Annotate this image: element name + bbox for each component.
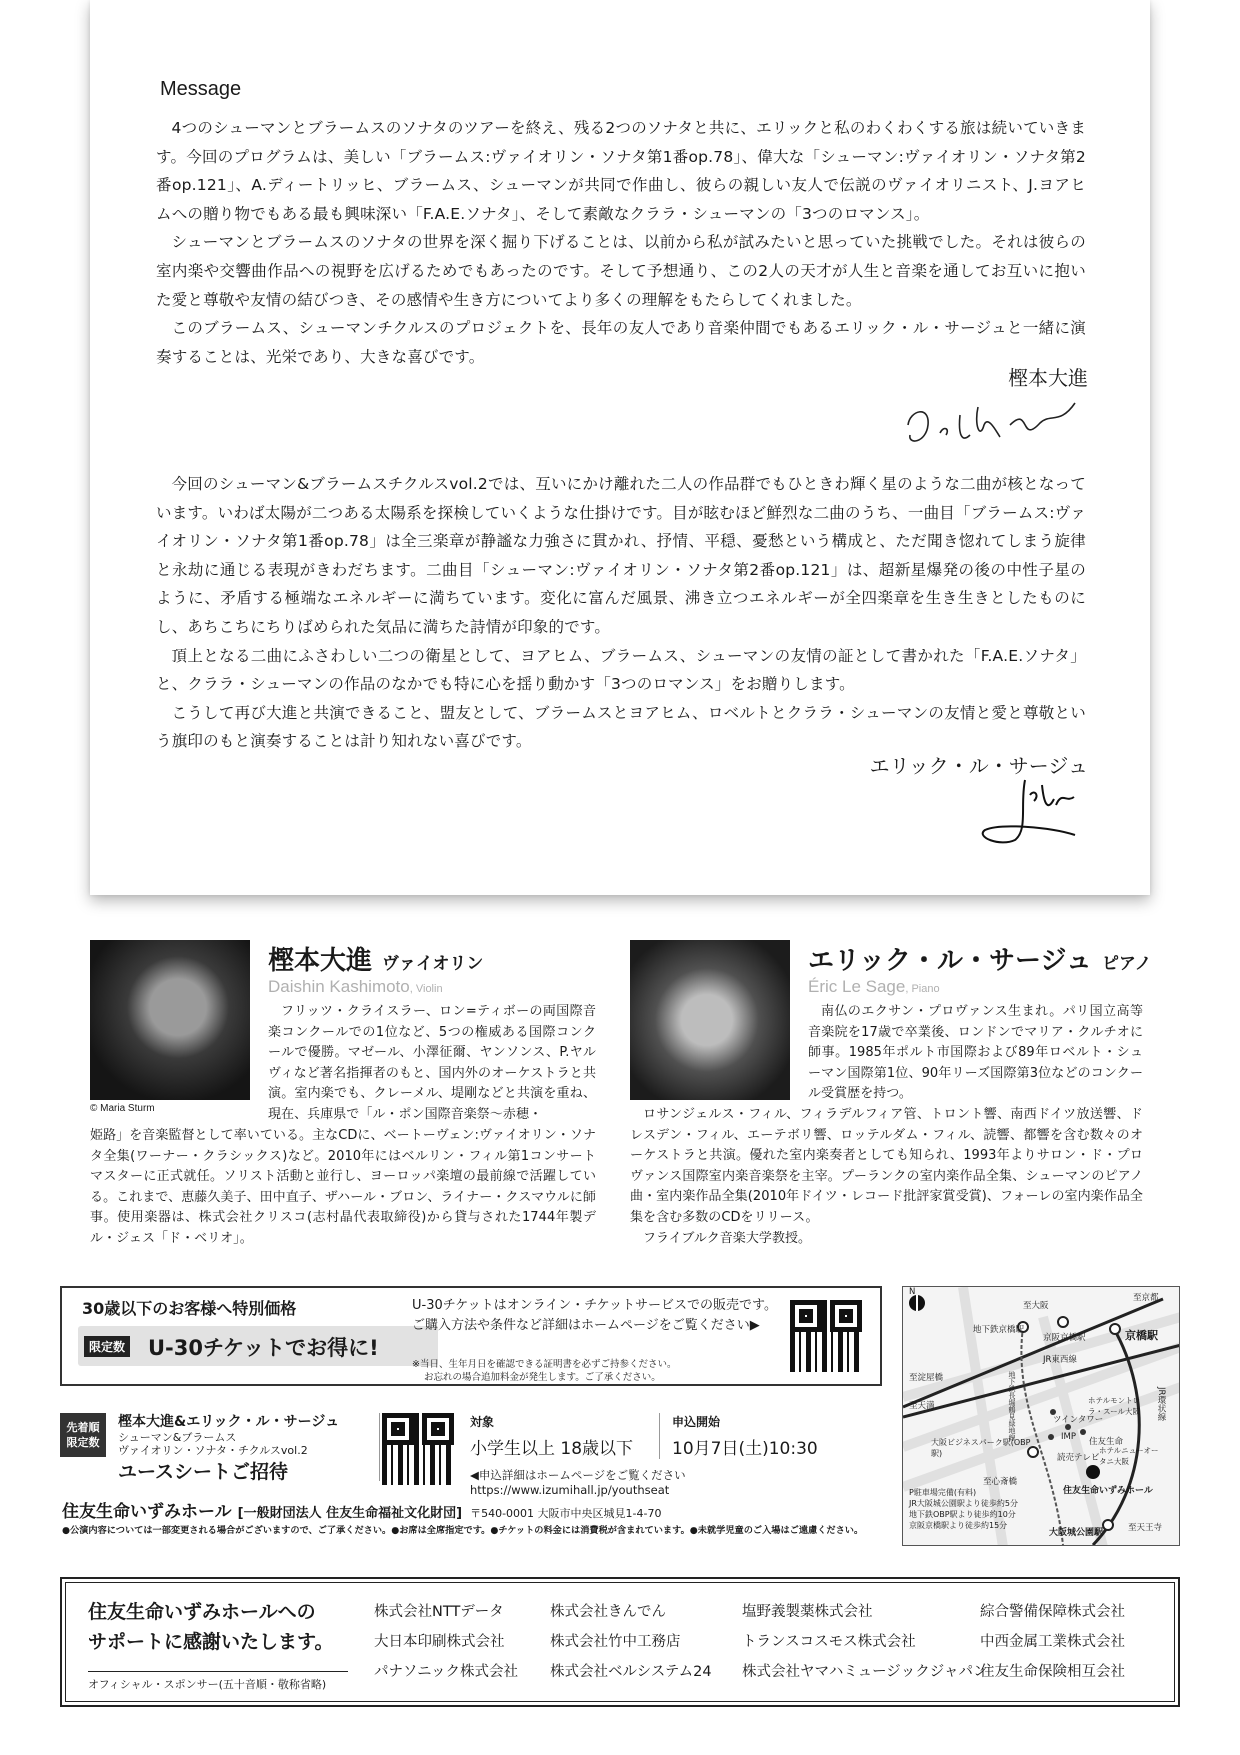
thanks-line: 住友生命いずみホールへの <box>88 1601 316 1623</box>
sponsor-item: 株式会社ヤマハミュージックジャパン <box>742 1664 988 1680</box>
paragraph: 4つのシューマンとブラームスのソナタのツアーを終え、残る2つのソナタと共に、エリックと私のわくわくする旅は続いていきます。今回のプログラムは、美しい「ブラームス:ヴァイオリン・ソナタ第1番op.78」、偉大な「シューマン:ヴァイオリン・ソナタ第2番op.121」、A.ディートリッヒ、ブラームス、シューマンが共同で作曲し、彼らの親しい友人で伝説のヴァイオリニスト、J.ヨアヒムへの贈り物でもある最も興味深い「F.A.E.ソナタ」、そして素敵なクララ・シューマンの「3つのロマンス」。 <box>156 119 1086 223</box>
sponsor-item: パナソニック株式会社 <box>374 1664 518 1680</box>
map-label: 住友生命 <box>1089 1437 1124 1447</box>
artist-latin-lesage <box>808 977 940 997</box>
signer-name-lesage: エリック・ル・サージュ <box>869 754 1088 778</box>
bio-kashimoto-top <box>268 1002 596 1126</box>
map-label: 至天満 <box>909 1401 935 1411</box>
sponsor-item: 大日本印刷株式会社 <box>374 1634 505 1650</box>
thanks-line: サポートに感謝いたします。 <box>88 1631 334 1653</box>
u30-qr-code[interactable] <box>790 1300 862 1372</box>
map-label: 大阪ビジネスパーク駅(OBP駅) <box>931 1438 1031 1458</box>
paragraph: フライブルク音楽大学教授。 <box>643 1230 812 1246</box>
bio-lesage-bottom <box>630 1105 1143 1249</box>
u30-ticket-box <box>60 1286 882 1386</box>
artist-name-text: エリック・ル・サージュ <box>808 946 1092 976</box>
sponsor-box <box>60 1577 1180 1707</box>
sponsor-thanks <box>88 1597 333 1657</box>
series-line: シューマン&ブラームス <box>118 1431 237 1444</box>
artist-role: ヴァイオリン <box>382 954 484 974</box>
map-label: 至京都 <box>1133 1293 1159 1303</box>
lesage-photo <box>630 940 790 1100</box>
sponsor-column <box>550 1597 712 1687</box>
map-label: JR環状線 <box>1156 1387 1166 1421</box>
bio-kashimoto-bottom: 姫路」を音楽監督として率いている。主なCDに、ベートーヴェン:ヴァイオリン・ソナタ全集(ワーナー・クラシックス)など。2010年にはベルリン・フィル第1コンサートマスターに正式就任。ソリスト活動と並行し、ヨーロッパ楽壇の最前線で活躍している。これまで、恵藤久美子、田中直子、ザハール・ブロン、ライナー・クスマウルに師事。使用楽器は、株式会社クリスコ(志村晶代表取締役)から貸与された1744年製デル・ジェス「ド・ベリオ」。 <box>90 1128 596 1246</box>
latin-role: , Piano <box>905 983 940 995</box>
map-label: 至淀屋橋 <box>909 1373 944 1383</box>
sponsor-item: 株式会社竹中工務店 <box>550 1634 681 1650</box>
artist-latin-kashimoto <box>268 977 443 997</box>
map-label: 至大阪 <box>1023 1301 1049 1311</box>
date-label: 申込開始 <box>672 1415 721 1429</box>
access-map <box>902 1286 1180 1546</box>
u30-info[interactable]: U-30チケットはオンライン・チケットサービスでの販売です。ご購入方法や条件など詳細はホームページをご覧ください▶ <box>412 1298 777 1333</box>
sponsor-column <box>742 1597 987 1687</box>
venue-name: 住友生命いずみホール <box>62 1502 232 1522</box>
map-label: 京阪京橋駅 <box>1043 1333 1086 1343</box>
artist-name-lesage <box>808 940 1152 977</box>
map-label: ツインタワー <box>1053 1415 1104 1425</box>
venue-address: 〒540-0001 大阪市中央区城見1-4-70 <box>470 1507 662 1520</box>
bio-lesage-top <box>808 1002 1143 1105</box>
sponsor-item: 株式会社ベルシステム24 <box>550 1664 712 1680</box>
youth-url[interactable]: ◀申込詳細はホームページをご覧ください https://www.izumihall.jp/youthseat <box>470 1468 686 1497</box>
map-label: 京橋駅 <box>1125 1329 1158 1342</box>
map-label: 至心斎橋 <box>983 1477 1018 1487</box>
legend-line: 地下鉄OBP駅より徒歩約10分 <box>909 1510 1016 1519</box>
legend-line: P駐車場完備(有料) <box>909 1488 977 1497</box>
target-value: 小学生以上 18歳以下 <box>470 1439 634 1459</box>
u30-banner <box>78 1326 438 1366</box>
sponsor-item: 住友生命保険相互会社 <box>980 1664 1125 1680</box>
map-label: 地下鉄長堀鶴見緑地線 <box>1008 1371 1016 1441</box>
sponsor-column <box>374 1597 518 1687</box>
sponsor-subtitle: オフィシャル・スポンサー(五十音順・敬称省略) <box>88 1671 348 1692</box>
date-value: 10月7日(土)10:30 <box>672 1439 818 1459</box>
message-title: Message <box>160 78 242 100</box>
artist-name-text: 樫本大進 <box>268 946 373 976</box>
map-label: ホテルニューオータニ大阪 <box>1099 1446 1159 1466</box>
sponsor-item: 株式会社きんでん <box>550 1604 666 1620</box>
youth-program <box>118 1413 380 1481</box>
map-label: ホテルモントレ ラ・スール大阪 <box>1088 1396 1141 1416</box>
paragraph: 南仏のエクサン・プロヴァンス生まれ。パリ国立高等音楽院を17歳で卒業後、ロンドンでマリア・クルチオに師事。1985年ポルト市国際および89年ロベルト・シューマン国際第1位、90年リーズ国際第3位などのコンクール受賞歴を持つ。 <box>808 1004 1143 1102</box>
message-body-kashimoto <box>156 114 1086 371</box>
venue-line <box>62 1497 661 1522</box>
sponsor-item: トランスコスモス株式会社 <box>742 1634 916 1650</box>
sponsor-item: 中西金属工業株式会社 <box>980 1634 1125 1650</box>
latin-name: Daishin Kashimoto <box>268 977 410 996</box>
youth-date <box>672 1413 818 1459</box>
youth-seat-row <box>60 1413 882 1497</box>
paragraph: 頂上となる二曲にふさわしい二つの衛星として、ヨアヒム、ブラームス、シューマンの友情の証として書かれた「F.A.E.ソナタ」と、クララ・シューマンの作品のなかでも特に心を揺り動かす「3つのロマンス」をお贈りします。 <box>156 646 1086 694</box>
paragraph: こうして再び大進と共演できること、盟友として、ブラームスとヨアヒム、ロベルトとクララ・シューマンの友情と愛と尊敬という旗印のもと演奏することは計り知れない喜びです。 <box>156 703 1086 751</box>
map-label: 住友生命いずみホール <box>1063 1486 1153 1496</box>
map-label: N <box>909 1287 916 1297</box>
youth-title: ユースシートご招待 <box>118 1461 289 1483</box>
map-label: 地下鉄京橋駅 <box>973 1325 1025 1335</box>
legend-line: JR大阪城公園駅より徒歩約5分 <box>909 1499 1019 1508</box>
message-card <box>90 0 1150 895</box>
u30-heading: 30歳以下のお客様へ特別価格 <box>82 1299 297 1318</box>
limited-tag: 限定数 <box>84 1336 130 1357</box>
signature-kashimoto <box>900 395 1080 455</box>
sponsor-column <box>980 1597 1125 1687</box>
artist-role: ピアノ <box>1101 954 1152 974</box>
sponsor-item: 株式会社NTTデータ <box>374 1604 504 1620</box>
note-line: お忘れの場合追加料金が発生します。ご了承ください。 <box>424 1372 661 1383</box>
kashimoto-photo <box>90 940 250 1100</box>
map-label: JR東西線 <box>1043 1355 1077 1365</box>
target-label: 対象 <box>470 1415 495 1429</box>
notes-line: ●公演内容については一部変更される場合がございますので、ご了承ください。●お席は全席指定です。●チケットの料金には消費税が含まれています。●未就学児童のご入場はご遠慮ください。 <box>62 1525 864 1536</box>
note-line: ※当日、生年月日を確認できる証明書を必ずご持参ください。 <box>412 1359 677 1370</box>
sponsor-item: 塩野義製薬株式会社 <box>742 1604 873 1620</box>
youth-tag: 先着順 限定数 <box>60 1413 106 1457</box>
youth-qr-code[interactable] <box>382 1413 454 1485</box>
signature-lesage <box>970 775 1080 850</box>
map-label: 至天王寺 <box>1128 1523 1163 1533</box>
youth-performers: 樫本大進&エリック・ル・サージュ <box>118 1414 340 1430</box>
venue-org: [一般財団法人 住友生命福祉文化財団] <box>237 1506 463 1521</box>
paragraph: フリッツ・クライスラー、ロン=ティボーの両国際音楽コンクールでの1位など、5つの権威ある国際コンクールで優勝。マゼール、小澤征爾、ヤンソンス、P.ヤルヴィなど著名指揮者のもと、国内外のオーケストラと共演。室内楽でも、クレーメル、堤剛などと共演を重ね、現在、兵庫県で「ル・ポン国際音楽祭〜赤穂・ <box>268 1004 596 1122</box>
message-body-lesage <box>156 470 1086 756</box>
artist-name-kashimoto <box>268 940 483 977</box>
paragraph: ロサンジェルス・フィル、フィラデルフィア管、トロント響、南西ドイツ放送響、ドレスデン・フィル、エーテボリ響、ロッテルダム・フィル、読響、都響を含む数々のオーケストラと共演。優れた室内楽奏者としても知られ、1993年よりサロン・ド・プロヴァンス国際室内楽音楽祭を主宰。プーランクの室内楽作品全集、シューマンのピアノ曲・室内楽作品全集(2010年ドイツ・レコード批評家賞受賞)、フォーレの室内楽作品全集を含む多数のCDをリリース。 <box>630 1107 1143 1225</box>
u30-banner-text: U-30チケットでお得に! <box>148 1336 379 1360</box>
series-line: ヴァイオリン・ソナタ・チクルスvol.2 <box>118 1444 308 1457</box>
latin-name: Éric Le Sage <box>808 977 906 996</box>
youth-series <box>118 1431 308 1457</box>
paragraph: このブラームス、シューマンチクルスのプロジェクトを、長年の友人であり音楽仲間でもあるエリック・ル・サージュと一緒に演奏することは、光栄であり、大きな喜びです。 <box>156 319 1086 366</box>
map-label: 大阪城公園駅 <box>1049 1528 1104 1538</box>
paragraph: 今回のシューマン&ブラームスチクルスvol.2では、互いにかけ離れた二人の作品群でもひときわ輝く星のような二曲が核となっています。いわば太陽が二つある太陽系を探検していくような仕掛けです。目が眩むほど鮮烈な二曲のうち、一曲目「ブラームス:ヴァイオリン・ソナタ第1番op.78」は全三楽章が静謐な力強さに貫かれ、抒情、平穏、憂愁という構成と、ただ聞き惚れてしまう旋律と永劫に通じる表現がきわだちます。二曲目「シューマン:ヴァイオリン・ソナタ第2番op.121」は、超新星爆発の後の中性子星のように、矛盾する極端なエネルギーに満ちています。変化に富んだ風景、沸き立つエネルギーが全四楽章を生き生きとしたものにし、あちこちにちりばめられた気品に満ちた詩情が印象的です。 <box>156 475 1086 636</box>
youth-target <box>470 1413 660 1459</box>
photo-credit: © Maria Sturm <box>90 1103 155 1114</box>
legend-line: 京阪京橋駅より徒歩約15分 <box>909 1521 1008 1530</box>
signer-name-kashimoto: 樫本大進 <box>1008 366 1088 390</box>
map-legend <box>909 1487 1018 1531</box>
latin-role: , Violin <box>409 983 443 995</box>
u30-note <box>412 1358 676 1384</box>
sponsor-item: 綜合警備保障株式会社 <box>980 1604 1125 1620</box>
map-label: 読売テレビ <box>1057 1453 1100 1463</box>
map-label: IMP <box>1061 1432 1076 1442</box>
paragraph: シューマンとブラームスのソナタの世界を深く掘り下げることは、以前から私が試みたいと思っていた挑戦でした。それは彼らの室内楽や交響曲作品への視野を広げるためでもあったのです。そして予想通り、この2人の天才が人生と音楽を通してお互いに抱いた愛と尊敬や友情の結びつき、その感情や生き方についてより多くの理解をもたらしてくれました。 <box>156 233 1086 309</box>
